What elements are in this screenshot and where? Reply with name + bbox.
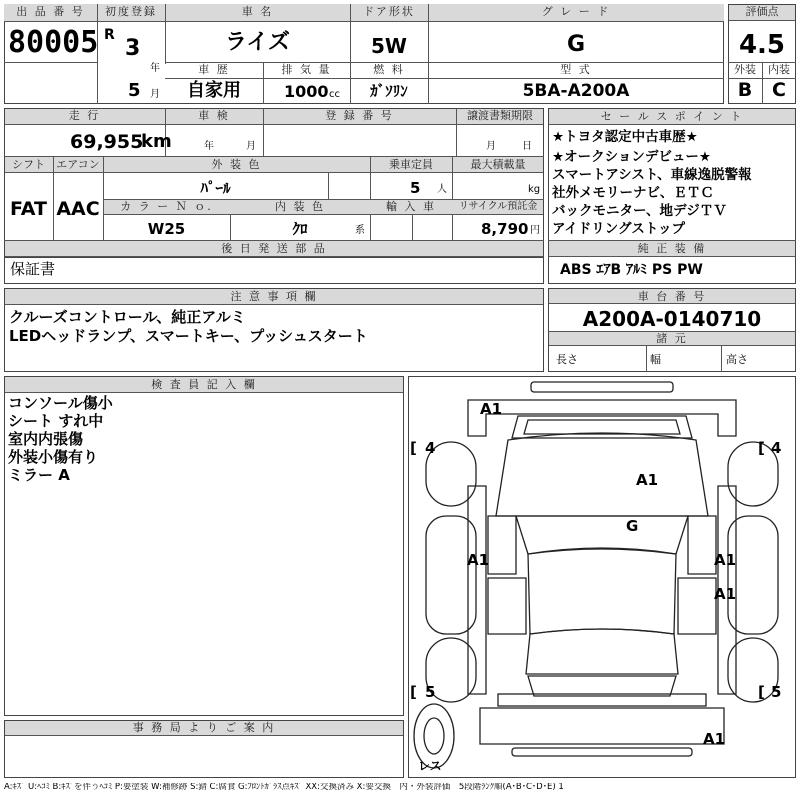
lot-value: 80005 (8, 25, 99, 60)
inspector-line: ミラー A (8, 466, 70, 484)
fuel-label: 燃 料 (373, 63, 405, 76)
sales-line: アイドリングストップ (552, 221, 685, 237)
dims-label: 諸 元 (656, 332, 688, 345)
mark-front-left: A1 (480, 400, 503, 418)
exterior-label: 外装 (734, 63, 756, 76)
sales-line: ★トヨタ認定中古車歴★ (552, 129, 698, 145)
plate-label: 登 録 番 号 (325, 109, 394, 122)
reg-history-value: 自家用 (187, 80, 241, 101)
inspection-label: 車 検 (198, 109, 230, 122)
model-value: 5BA-A200A (522, 81, 630, 101)
equipment-label: 純 正 装 備 (637, 242, 707, 255)
year-unit: 年 (150, 63, 160, 74)
era-value: R (104, 27, 115, 43)
inspector-line: 室内内張傷 (8, 430, 84, 448)
month-value: 5 (128, 80, 141, 101)
width-label: 幅 (650, 353, 661, 366)
tire-rr-bracket: [ (758, 683, 765, 701)
color-no-label: カ ラ ー Ｎ ｏ. (120, 200, 213, 213)
first-reg-label: 初度登録 (105, 5, 157, 18)
inspection-month-unit: 月 (246, 141, 256, 152)
inspector-line: 外装小傷有り (8, 448, 99, 466)
inspector-line: コンソール傷小 (8, 394, 113, 412)
grade-label: グ レ ー ド (541, 5, 611, 18)
mark-rear-right: A1 (703, 730, 726, 748)
mileage-value: 69,955 (70, 131, 144, 153)
chassis-value: A200A-0140710 (582, 307, 762, 331)
transfer-month-unit: 月 (486, 141, 496, 152)
tire-fr-value: 4 (771, 439, 782, 457)
score-label: 評価点 (745, 5, 779, 18)
tire-rl-bracket: [ (410, 683, 417, 701)
inspector-line: シート すれ中 (8, 412, 104, 430)
notes-label: 注 意 事 項 欄 (230, 290, 318, 303)
shift-label: シフト (12, 158, 45, 171)
transfer-label: 譲渡書類期限 (467, 109, 533, 122)
model-label: 型 式 (560, 63, 592, 76)
reg-history-label: 車 歴 (198, 63, 230, 76)
legend: A:ｷｽﾞ U:ﾍｺﾐ B:ｷｽﾞを伴うﾍｺﾐ P:要塗装 W:補修跡 S:錆 C:腐食 G:ﾌﾛﾝﾄｶﾞﾗｽ点ｷｽﾞ XX:交換済み X:要交換 内・外装評価 5段階ﾗﾝｸ順(A･B･C･D･E) 1 (4, 783, 564, 792)
recycle-label: リサイクル預託金 (458, 201, 538, 212)
tire-fl-value: 4 (425, 439, 436, 457)
sales-label: セ ー ル ス ポ イ ン ト (600, 110, 744, 123)
tire-rl-value: 5 (425, 683, 436, 701)
door-label: ドア形状 (363, 5, 415, 18)
later-parts-value: 保証書 (10, 260, 56, 278)
load-unit: kg (528, 184, 541, 195)
inspector-label: 検 査 員 記 入 欄 (151, 378, 257, 391)
later-parts-label: 後 日 発 送 部 品 (221, 242, 327, 255)
ext-color-value: ﾊﾟｰﾙ (200, 179, 231, 197)
interior-value: C (772, 79, 786, 101)
interior-label: 内装 (768, 63, 790, 76)
car-name-value: ライズ (224, 30, 291, 55)
recycle-unit: 円 (530, 225, 540, 236)
ac-value: AAC (56, 198, 100, 220)
tire-rr-value: 5 (771, 683, 782, 701)
int-color-label: 内 装 色 (275, 200, 325, 213)
ext-color-label: 外 装 色 (211, 158, 262, 171)
tire-fl-bracket: [ (410, 439, 417, 457)
fuel-value: ｶﾞｿﾘﾝ (370, 82, 408, 100)
car-name-label: 車 名 (241, 5, 274, 18)
displacement-value: 1000 (284, 82, 329, 101)
int-color-value: ｸﾛ (292, 220, 308, 238)
int-color-unit: 系 (355, 225, 365, 236)
mark-right-front-door: A1 (714, 551, 737, 569)
transfer-day-unit: 日 (522, 141, 532, 152)
color-no-value: W25 (147, 220, 186, 238)
ac-label: エアコン (56, 158, 100, 171)
mark-windshield: G (626, 517, 639, 535)
mileage-label: 走 行 (68, 109, 101, 122)
sales-line: 社外メモリーナビ、ＥＴＣ (552, 185, 714, 201)
notes-line: LEDヘッドランプ、スマートキー、プッシュスタート (9, 327, 368, 345)
mark-left-front-door: A1 (467, 551, 490, 569)
car-diagram (408, 376, 796, 778)
notes-line: クルーズコントロール、純正アルミ (9, 308, 246, 326)
tire-fr-bracket: [ (758, 439, 765, 457)
import-label: 輸 入 車 (386, 200, 436, 213)
score-value: 4.5 (738, 30, 786, 60)
capacity-label: 乗車定員 (389, 158, 433, 171)
load-label: 最大積載量 (470, 158, 526, 171)
mark-right-rear-door: A1 (714, 585, 737, 603)
mark-hood: A1 (636, 471, 659, 489)
sales-line: バックモニター、地デジＴＶ (552, 203, 727, 219)
year-value: 3 (125, 36, 141, 61)
exterior-value: B (737, 79, 753, 101)
length-label: 長さ (556, 353, 578, 366)
equipment-value: ABS ｴｱB ｱﾙﾐ PS PW (560, 262, 703, 278)
shift-value: FAT (10, 198, 47, 220)
chassis-label: 車 台 番 号 (637, 290, 707, 303)
capacity-value: 5 (410, 179, 421, 197)
mileage-unit: km (141, 131, 172, 152)
displacement-label: 排 気 量 (281, 63, 332, 76)
inspection-year-unit: 年 (204, 141, 214, 152)
office-label: 事 務 局 よ り ご 案 内 (132, 721, 276, 734)
grade-value: G (566, 32, 586, 57)
sales-line: スマートアシスト、車線逸脱警報 (552, 167, 752, 183)
displacement-unit: cc (329, 89, 340, 100)
height-label: 高さ (726, 353, 748, 366)
lot-label: 出 品 番 号 (16, 5, 85, 18)
sales-line: ★オークションデビュー★ (552, 149, 711, 165)
capacity-unit: 人 (437, 184, 447, 195)
spare-value: レス (418, 759, 442, 773)
month-unit: 月 (150, 89, 160, 100)
door-value: 5W (371, 34, 407, 58)
recycle-value: 8,790 (481, 220, 529, 238)
